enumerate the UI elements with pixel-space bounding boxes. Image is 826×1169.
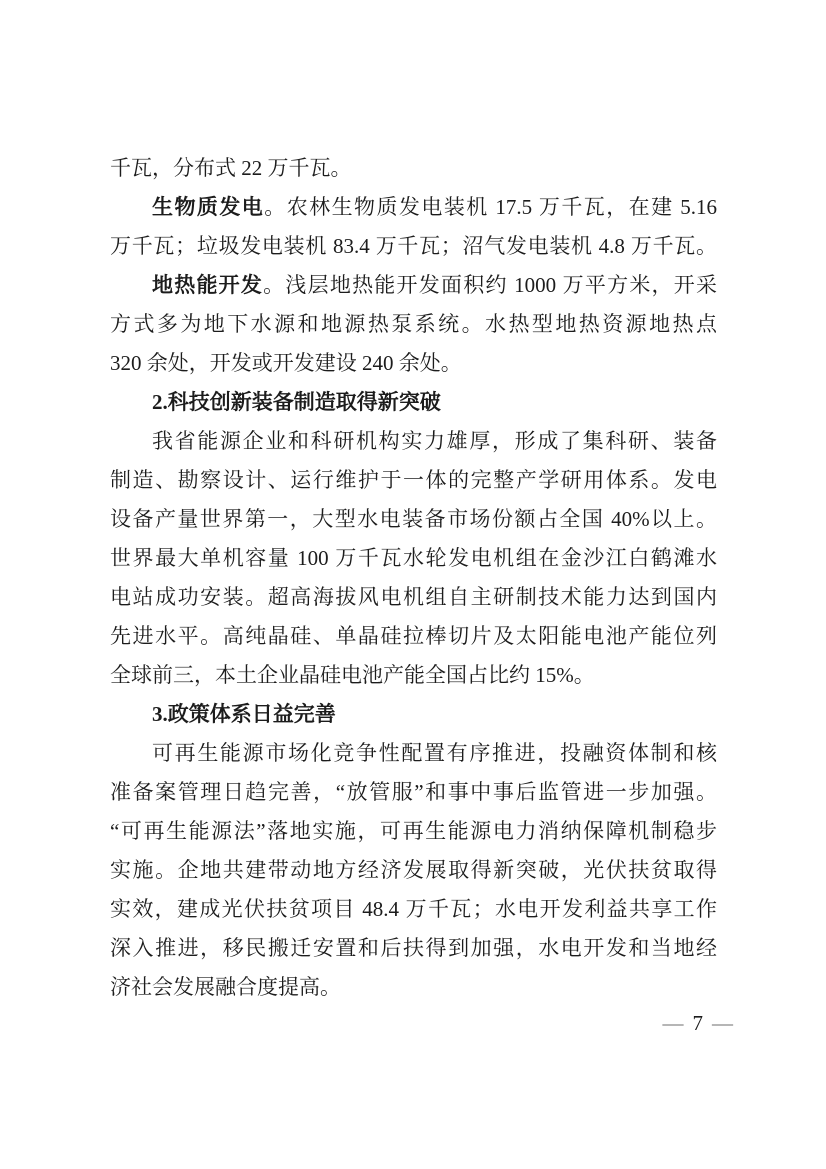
body-text: 深入推进，移民搬迁安置和后扶得到加强，水电开发和当地经 — [110, 936, 717, 960]
body-text: 实效，建成光伏扶贫项目 48.4 万千瓦；水电开发利益共享工作 — [110, 897, 717, 921]
section-heading-3 — [110, 695, 717, 734]
bold-lead-in: 2.科技创新装备制造取得新突破 — [152, 390, 441, 414]
body-text: 济社会发展融合度提高。 — [110, 975, 341, 999]
text-line — [110, 266, 717, 305]
body-text: 可再生能源市场化竞争性配置有序推进，投融资体制和核 — [152, 741, 717, 765]
body-text: 准备案管理日趋完善，“放管服”和事中事后监管进一步加强。 — [110, 780, 717, 804]
page-number: 7 — [692, 1011, 703, 1035]
text-line — [110, 968, 717, 1007]
body-text: 先进水平。高纯晶硅、单晶硅拉棒切片及太阳能电池产能位列 — [110, 624, 717, 648]
section-heading-2 — [110, 383, 717, 422]
text-line — [110, 227, 717, 266]
text-line — [110, 500, 717, 539]
text-line — [110, 539, 717, 578]
body-text: 320 余处，开发或开发建设 240 余处。 — [110, 351, 462, 375]
body-text: 。农林生物质发电装机 17.5 万千瓦，在建 5.16 — [264, 195, 718, 219]
body-text: 世界最大单机容量 100 万千瓦水轮发电机组在金沙江白鹤滩水 — [110, 546, 717, 570]
page-footer — [663, 1008, 734, 1038]
document-content — [110, 149, 717, 1007]
body-text: 万千瓦；垃圾发电装机 83.4 万千瓦；沼气发电装机 4.8 万千瓦。 — [110, 234, 717, 258]
text-line — [110, 305, 717, 344]
body-text: “可再生能源法”落地实施，可再生能源电力消纳保障机制稳步 — [110, 819, 717, 843]
body-text: 方式多为地下水源和地源热泵系统。水热型地热资源地热点 — [110, 312, 717, 336]
text-line — [110, 812, 717, 851]
body-text: 设备产量世界第一，大型水电装备市场份额占全国 40%以上。 — [110, 507, 717, 531]
text-line — [110, 773, 717, 812]
bold-lead-in: 生物质发电 — [152, 195, 265, 219]
footer-dash-left: — — [662, 1011, 684, 1035]
text-line — [110, 422, 717, 461]
text-line — [110, 851, 717, 890]
body-text: 实施。企地共建带动地方经济发展取得新突破，光伏扶贫取得 — [110, 858, 717, 882]
bold-lead-in: 地热能开发 — [152, 273, 264, 297]
text-line — [110, 890, 717, 929]
text-line — [110, 617, 717, 656]
footer-dash-right: — — [712, 1011, 733, 1035]
text-line — [110, 461, 717, 500]
body-text: 。浅层地热能开发面积约 1000 万平方米，开采 — [263, 273, 718, 297]
text-line — [110, 188, 717, 227]
body-text: 制造、勘察设计、运行维护于一体的完整产学研用体系。发电 — [110, 468, 717, 492]
body-text: 千瓦，分布式 22 万千瓦。 — [110, 156, 352, 180]
text-line — [110, 149, 717, 188]
text-line — [110, 734, 717, 773]
text-line — [110, 578, 717, 617]
text-line — [110, 344, 717, 383]
body-text: 全球前三，本土企业晶硅电池产能全国占比约 15%。 — [110, 663, 595, 687]
body-text: 我省能源企业和科研机构实力雄厚，形成了集科研、装备 — [152, 429, 717, 453]
text-line — [110, 929, 717, 968]
bold-lead-in: 3.政策体系日益完善 — [152, 702, 336, 726]
body-text: 电站成功安装。超高海拔风电机组自主研制技术能力达到国内 — [110, 585, 717, 609]
text-line — [110, 656, 717, 695]
